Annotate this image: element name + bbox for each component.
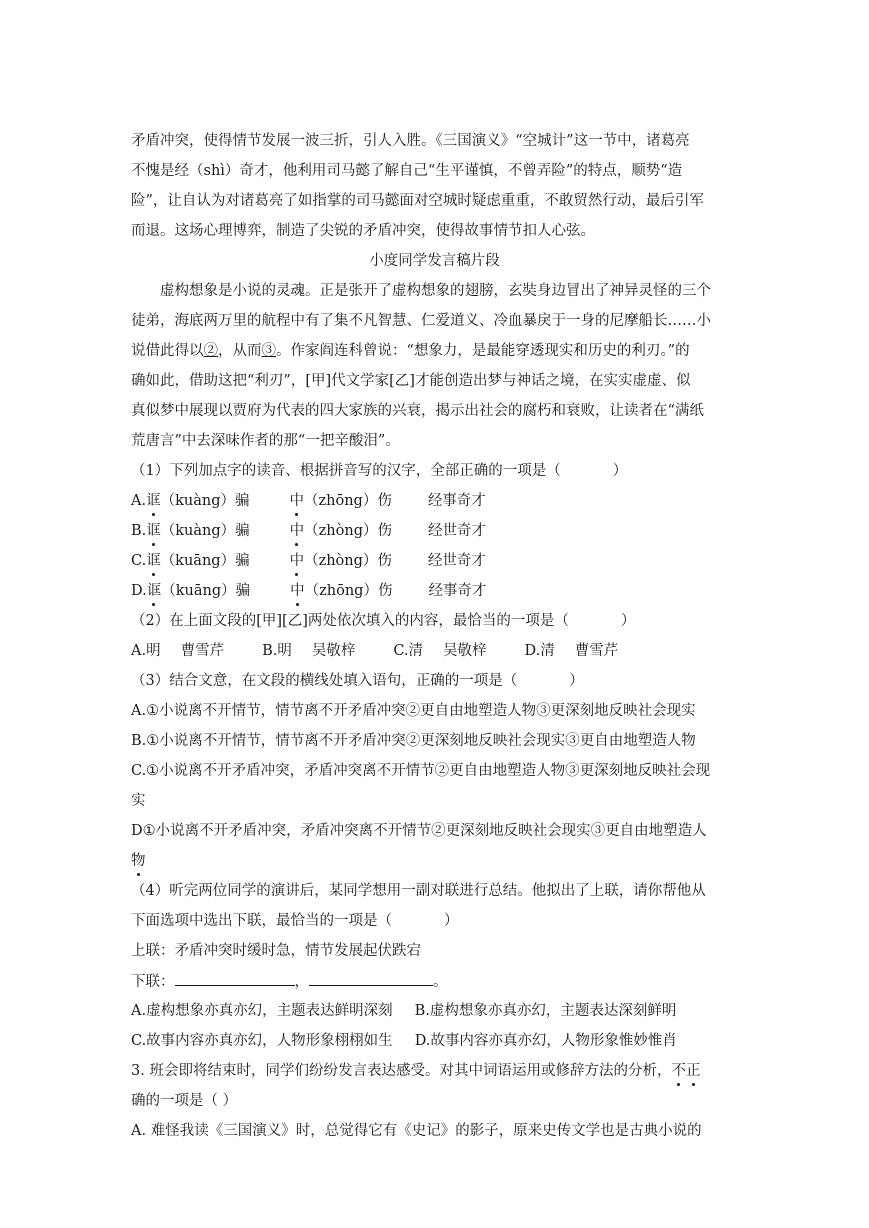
comma: ，: [294, 974, 309, 990]
dotted-char: 正: [685, 1063, 701, 1079]
q4-close: ）: [444, 913, 459, 929]
q4-options-cd: [131, 1031, 741, 1051]
dotted-char: 诓: [146, 583, 162, 599]
q5-stem-text: 3. 班会即将结束时，同学们纷纷发言表达感受。对其中词语运用或修辞方法的分析，: [131, 1063, 672, 1079]
para1-line3: 险”，让自认为对诸葛亮了如指掌的司马懿面对空城时疑虑重重，不敢贸然行动，最后引军: [131, 193, 704, 209]
blank-marker-3: ③: [261, 343, 276, 359]
word: 经世奇才: [427, 553, 486, 569]
pinyin: （kuàng）骗: [160, 523, 250, 539]
dotted-char: 中: [289, 523, 305, 539]
q5-stem-line1: [131, 1061, 741, 1081]
q5-option-a[interactable]: A. 难怪我读《三国演义》时，总觉得它有《史记》的影子，原来史传文学也是古典小说的: [131, 1123, 702, 1139]
option-label: B.: [131, 523, 147, 539]
section-title: 小度同学发言稿片段: [369, 253, 500, 269]
dotted-char: 诓: [146, 553, 161, 569]
q1-stem-text: （1）下列加点字的读音、根据拼音写的汉字，全部正确的一项是（: [131, 463, 561, 479]
pinyin: （zhōng）伤: [304, 583, 393, 599]
dotted-char: 诓: [146, 493, 161, 509]
pinyin: （kuāng）骗: [161, 583, 251, 599]
q1-close: ）: [612, 463, 628, 479]
q2-option-c-text: 吴敬梓: [443, 643, 487, 659]
q4-upper-couplet: 上联：矛盾冲突时缓时急，情节发展起伏跌宕: [131, 943, 421, 959]
q1-option-b[interactable]: [131, 521, 741, 541]
q2-stem-text: （2）在上面文段的[甲][乙]两处依次填入的内容，最恰当的一项是（: [131, 613, 569, 629]
option-label: C.: [131, 553, 147, 569]
q1-option-a[interactable]: [131, 491, 741, 511]
q4-option-a[interactable]: A.虚构想象亦真亦幻，主题表达鲜明深刻: [131, 1003, 393, 1019]
answer-blank-1[interactable]: [175, 971, 295, 986]
q2-option-a-text: 曹雪芹: [180, 643, 225, 659]
q1-option-c[interactable]: [131, 551, 741, 571]
q4-option-d[interactable]: D.故事内容亦真亦幻，人物形象惟妙惟肖: [414, 1033, 677, 1049]
para2-line2: 徒弟，海底两万里的航程中有了集不凡智慧、仁爱道义、冷血暴戾于一身的尼摩船长……小: [131, 313, 711, 329]
q5-stem-line2: 确的一项是（ ）: [131, 1093, 238, 1109]
blank-marker-2: ②: [203, 343, 218, 359]
option-label: D.: [131, 583, 147, 599]
pinyin: （zhōng）伤: [303, 493, 392, 509]
q4-stem-line2: [131, 911, 741, 931]
q2-option-b-text: 吴敬梓: [311, 643, 356, 659]
q3-stem: [131, 671, 741, 691]
q3-option-d-cont: [131, 851, 741, 871]
lower-couplet-label: 下联：: [131, 974, 175, 990]
q1-option-d[interactable]: [131, 581, 741, 601]
word: 经世奇才: [427, 523, 486, 539]
period: 。: [433, 974, 448, 990]
q2-options: [131, 641, 741, 661]
para1-line4: 而退。这场心理博弈，制造了尖锐的矛盾冲突，使得故事情节扣人心弦。: [131, 223, 595, 239]
q4-stem-line1: （4）听完两位同学的演讲后，某同学想用一副对联进行总结。他拟出了上联，请你帮他从: [131, 883, 706, 899]
para2-line3-start: 说借此得以: [131, 343, 204, 359]
dotted-char: 中: [289, 553, 305, 569]
q1-stem: [131, 461, 741, 481]
dotted-char: 中: [289, 493, 304, 509]
dotted-char: 中: [290, 583, 305, 599]
q4-options-ab: [131, 1001, 741, 1021]
para2-line4: 确如此，借助这把“利刃”，[甲]代文学家[乙]才能创造出梦与神话之境，在实实虚虚、似: [131, 373, 691, 389]
dotted-char: 物: [131, 853, 146, 869]
pinyin: （kuāng）骗: [160, 553, 250, 569]
q2-option-a[interactable]: A.明: [131, 643, 161, 659]
q4-option-b[interactable]: B.虚构想象亦真亦幻，主题表达深刻鲜明: [414, 1003, 677, 1019]
word: 经事奇才: [428, 583, 487, 599]
para2-line6: 荒唐言”中去深味作者的那“一把辛酸泪”。: [131, 433, 400, 449]
para1-line2: 不愧是经（shì）奇才，他利用司马懿了解自己“生平谨慎，不曾弄险”的特点，顺势“造: [131, 163, 683, 179]
q2-option-d[interactable]: D.清: [524, 643, 555, 659]
q4-option-c[interactable]: C.故事内容亦真亦幻，人物形象栩栩如生: [131, 1033, 393, 1049]
q4-lower-couplet: [131, 971, 741, 992]
q2-option-c[interactable]: C.清: [393, 643, 424, 659]
para2-line5: 真似梦中展现以贾府为代表的四大家族的兴衰，揭示出社会的腐朽和衰败，让读者在“满纸: [131, 403, 704, 419]
q3-option-a[interactable]: A.①小说离不开情节，情节离不开矛盾冲突②更自由地塑造人物③更深刻地反映社会现实: [131, 703, 696, 719]
word: 经事奇才: [427, 493, 486, 509]
q2-option-d-text: 曹雪芹: [574, 643, 619, 659]
q3-option-c-cont: 实: [131, 793, 146, 809]
para1-line1: 矛盾冲突，使得情节发展一波三折，引人入胜。《三国演义》“空城计”这一节中，诸葛亮: [131, 133, 690, 149]
q4-stem-text: 下面选项中选出下联，最恰当的一项是（: [131, 913, 392, 929]
para2-line3-end: 。作家阎连科曾说：“想象力，是最能穿透现实和历史的利刃。”的: [276, 343, 690, 359]
q2-close: ）: [620, 613, 636, 629]
pinyin: （kuàng）骗: [160, 493, 250, 509]
para2-line1: 虚构想象是小说的灵魂。正是张开了虚构想象的翅膀，玄奘身边冒出了神异灵怪的三个: [160, 283, 711, 299]
q3-close: ）: [569, 673, 584, 689]
para2-line3: [131, 341, 741, 361]
pinyin: （zhòng）伤: [304, 523, 392, 539]
q3-option-c[interactable]: C.①小说离不开矛盾冲突，矛盾冲突离不开情节②更自由地塑造人物③更深刻地反映社会现: [131, 763, 711, 779]
q3-option-d[interactable]: D①小说离不开矛盾冲突，矛盾冲突离不开情节②更深刻地反映社会现实③更自由地塑造人: [131, 823, 707, 839]
q3-stem-text: （3）结合文意，在文段的横线处填入语句，正确的一项是（: [131, 673, 518, 689]
option-label: A.: [131, 493, 147, 509]
q2-option-b[interactable]: B.明: [262, 643, 292, 659]
q2-stem: [131, 611, 741, 631]
dotted-char: 不: [671, 1063, 686, 1079]
pinyin: （zhòng）伤: [304, 553, 392, 569]
q3-option-b[interactable]: B.①小说离不开情节，情节离不开矛盾冲突②更深刻地反映社会现实③更自由地塑造人物: [131, 733, 696, 749]
answer-blank-2[interactable]: [309, 971, 433, 986]
para2-line3-mid: ，从而: [218, 343, 262, 359]
dotted-char: 诓: [146, 523, 161, 539]
